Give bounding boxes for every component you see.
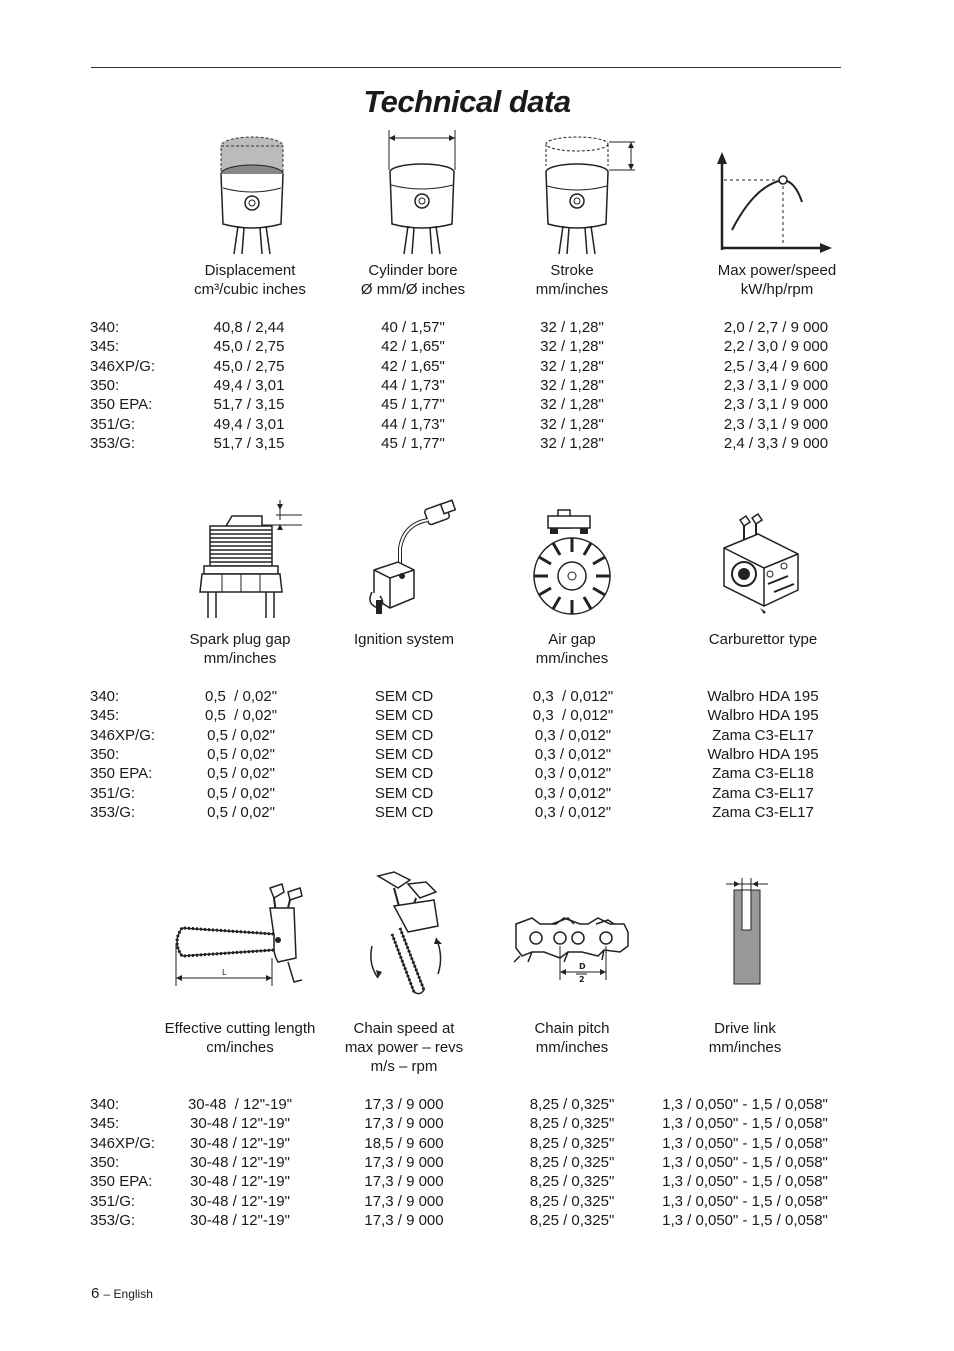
table-cell: 45 / 1,77" — [381, 434, 445, 452]
model-label: 346XP/G: — [90, 726, 156, 744]
header-ignition-system: Ignition system — [353, 631, 455, 648]
model-label: 351/G: — [90, 1192, 136, 1210]
model-label: 345: — [90, 707, 120, 725]
model-label: 351/G: — [90, 415, 136, 433]
table-cell: 45,0 / 2,75 — [213, 357, 285, 375]
model-label: 353/G: — [90, 1211, 136, 1229]
table-cell: 1,3 / 0,050" - 1,5 / 0,058" — [662, 1153, 828, 1171]
table-cell: 0,3 / 0,012" — [532, 707, 614, 725]
table-cell: SEM CD — [374, 745, 434, 763]
chain-pitch-label-d: D — [579, 962, 586, 971]
table-cell: 45 / 1,77" — [381, 396, 445, 414]
model-label: 340: — [90, 319, 120, 336]
table-cell: 42 / 1,65" — [381, 338, 445, 356]
table-cell: 2,2 / 3,0 / 9 000 — [723, 338, 829, 356]
table-cell: Zama C3-EL17 — [712, 803, 814, 821]
table-cell: 17,3 / 9 000 — [364, 1153, 444, 1171]
table-cell: 1,3 / 0,050" - 1,5 / 0,058" — [662, 1192, 828, 1210]
table-cell: 1,3 / 0,050" - 1,5 / 0,058" — [662, 1134, 828, 1152]
chain-pitch-label-2: 2 — [579, 975, 585, 984]
table-cell: 1,3 / 0,050" - 1,5 / 0,058" — [662, 1115, 828, 1133]
table-cell: 17,3 / 9 000 — [364, 1192, 444, 1210]
table-cell: SEM CD — [374, 707, 434, 725]
drive-link-icon — [722, 876, 772, 986]
table-cell: 40,8 / 2,44 — [213, 319, 285, 336]
table-cell: 44 / 1,73" — [381, 376, 445, 394]
table-cell: 8,25 / 0,325" — [529, 1211, 615, 1229]
table-cell: 51,7 / 3,15 — [213, 396, 285, 414]
table-cell: Zama C3-EL17 — [712, 726, 814, 744]
header-chain-pitch: Chain pitch mm/inches — [534, 1020, 610, 1056]
model-label: 353/G: — [90, 803, 136, 821]
piston-displacement-icon — [218, 136, 288, 256]
table-cell: 0,5 / 0,02" — [204, 707, 278, 725]
model-label: 340: — [90, 1096, 120, 1113]
table-cell: 8,25 / 0,325" — [529, 1134, 615, 1152]
table-cell: 32 / 1,28" — [540, 415, 604, 433]
table-cell: 32 / 1,28" — [540, 434, 604, 452]
table-cell: 2,3 / 3,1 / 9 000 — [723, 396, 829, 414]
table-cell: Walbro HDA 195 — [707, 707, 819, 725]
top-rule — [91, 67, 841, 68]
table-cell: 30-48 / 12"-19" — [190, 1192, 290, 1210]
model-label: 351/G: — [90, 784, 136, 802]
ignition-module-icon — [364, 500, 464, 618]
table-cell: Zama C3-EL18 — [712, 765, 814, 783]
table-cell: 0,3 / 0,012" — [534, 745, 612, 763]
spark-plug-icon — [196, 498, 308, 620]
header-air-gap: Air gap mm/inches — [535, 631, 609, 667]
piston-stroke-icon — [543, 136, 643, 256]
table-cell: 2,3 / 3,1 / 9 000 — [723, 376, 829, 394]
table-cell: Zama C3-EL17 — [712, 784, 814, 802]
piston-bore-icon — [386, 130, 460, 256]
model-label: 350: — [90, 1153, 120, 1171]
footer-language: – English — [103, 1287, 153, 1301]
table-cell: SEM CD — [374, 726, 434, 744]
table-cell: 30-48 / 12"-19" — [187, 1096, 293, 1113]
table-cell: 8,25 / 0,325" — [529, 1192, 615, 1210]
table-cell: 0,3 / 0,012" — [532, 688, 614, 705]
header-cutting-length: Effective cutting length cm/inches — [164, 1020, 316, 1056]
table-cell: 42 / 1,65" — [381, 357, 445, 375]
model-label: 345: — [90, 338, 120, 356]
table-cell: 30-48 / 12"-19" — [190, 1134, 290, 1152]
table-cell: 44 / 1,73" — [381, 415, 445, 433]
table-cell: 0,5 / 0,02" — [207, 726, 275, 744]
guide-bar-icon — [170, 882, 308, 988]
table-cell: 30-48 / 12"-19" — [190, 1153, 290, 1171]
table-cell: 2,4 / 3,3 / 9 000 — [723, 434, 829, 452]
model-label: 346XP/G: — [90, 357, 156, 375]
bar-length-label: L — [222, 968, 227, 977]
table-cell: 51,7 / 3,15 — [213, 434, 285, 452]
page-title: Technical data — [363, 84, 571, 119]
table-cell: 32 / 1,28" — [540, 338, 604, 356]
table-cell: 32 / 1,28" — [540, 319, 604, 336]
table-cell: 30-48 / 12"-19" — [190, 1115, 290, 1133]
table-cell: 49,4 / 3,01 — [213, 376, 285, 394]
table-cell: Walbro HDA 195 — [707, 745, 819, 763]
model-label: 350 EPA: — [90, 396, 153, 414]
table-cell: SEM CD — [374, 784, 434, 802]
table-cell: 0,3 / 0,012" — [534, 784, 612, 802]
table-cell: 8,25 / 0,325" — [529, 1153, 615, 1171]
header-carburettor-type: Carburettor type — [708, 631, 818, 648]
page-number: 6 — [91, 1285, 100, 1302]
table-cell: 49,4 / 3,01 — [213, 415, 285, 433]
header-cylinder-bore: Cylinder bore Ø mm/Ø inches — [360, 262, 466, 298]
table-cell: SEM CD — [374, 688, 434, 705]
table-cell: Walbro HDA 195 — [707, 688, 819, 705]
table-cell: 17,3 / 9 000 — [364, 1211, 444, 1229]
power-curve-icon — [710, 150, 835, 252]
table-cell: 0,5 / 0,02" — [207, 765, 275, 783]
header-stroke: Stroke mm/inches — [535, 262, 609, 298]
model-label: 340: — [90, 688, 120, 705]
header-spark-plug-gap: Spark plug gap mm/inches — [189, 631, 291, 667]
chain-pitch-icon — [512, 910, 632, 986]
carburettor-icon — [718, 514, 808, 614]
table-cell: 17,3 / 9 000 — [364, 1096, 444, 1113]
model-label: 353/G: — [90, 434, 136, 452]
table-cell: 0,5 / 0,02" — [207, 784, 275, 802]
chainsaw-speed-icon — [364, 870, 464, 1000]
table-cell: 0,3 / 0,012" — [534, 726, 612, 744]
model-label: 350: — [90, 376, 120, 394]
table-cell: 8,25 / 0,325" — [529, 1173, 615, 1191]
model-label: 346XP/G: — [90, 1134, 156, 1152]
table-cell: 8,25 / 0,325" — [529, 1096, 615, 1113]
table-cell: SEM CD — [374, 765, 434, 783]
table-cell: 8,25 / 0,325" — [529, 1115, 615, 1133]
model-label: 345: — [90, 1115, 120, 1133]
table-cell: 0,5 / 0,02" — [207, 803, 275, 821]
table-cell: 1,3 / 0,050" - 1,5 / 0,058" — [662, 1173, 828, 1191]
table-cell: 1,3 / 0,050" - 1,5 / 0,058" — [662, 1096, 828, 1113]
table-cell: 1,3 / 0,050" - 1,5 / 0,058" — [662, 1211, 828, 1229]
table-cell: 32 / 1,28" — [540, 376, 604, 394]
table-cell: 32 / 1,28" — [540, 396, 604, 414]
flywheel-icon — [532, 506, 614, 620]
table-cell: 2,5 / 3,4 / 9 600 — [723, 357, 829, 375]
table-cell: 17,3 / 9 000 — [364, 1173, 444, 1191]
table-cell: 30-48 / 12"-19" — [190, 1211, 290, 1229]
table-cell: 2,3 / 3,1 / 9 000 — [723, 415, 829, 433]
table-cell: 0,3 / 0,012" — [534, 803, 612, 821]
table-cell: 30-48 / 12"-19" — [190, 1173, 290, 1191]
table-cell: 40 / 1,57" — [381, 319, 445, 336]
header-displacement: Displacement cm³/cubic inches — [194, 262, 306, 298]
header-max-power: Max power/speed kW/hp/rpm — [717, 262, 837, 298]
table-cell: 2,0 / 2,7 / 9 000 — [723, 319, 829, 336]
table-cell: SEM CD — [374, 803, 434, 821]
table-cell: 18,5 / 9 600 — [364, 1134, 444, 1152]
table-cell: 0,3 / 0,012" — [534, 765, 612, 783]
model-label: 350 EPA: — [90, 1173, 153, 1191]
table-cell: 0,5 / 0,02" — [207, 745, 275, 763]
model-label: 350: — [90, 745, 120, 763]
header-chain-speed: Chain speed at max power – revs m/s – rpm — [344, 1020, 464, 1075]
page-footer — [91, 1285, 153, 1302]
header-drive-link: Drive link mm/inches — [708, 1020, 782, 1056]
table-cell: 45,0 / 2,75 — [213, 338, 285, 356]
table-cell: 32 / 1,28" — [540, 357, 604, 375]
table-cell: 0,5 / 0,02" — [204, 688, 278, 705]
model-label: 350 EPA: — [90, 765, 153, 783]
table-cell: 17,3 / 9 000 — [364, 1115, 444, 1133]
